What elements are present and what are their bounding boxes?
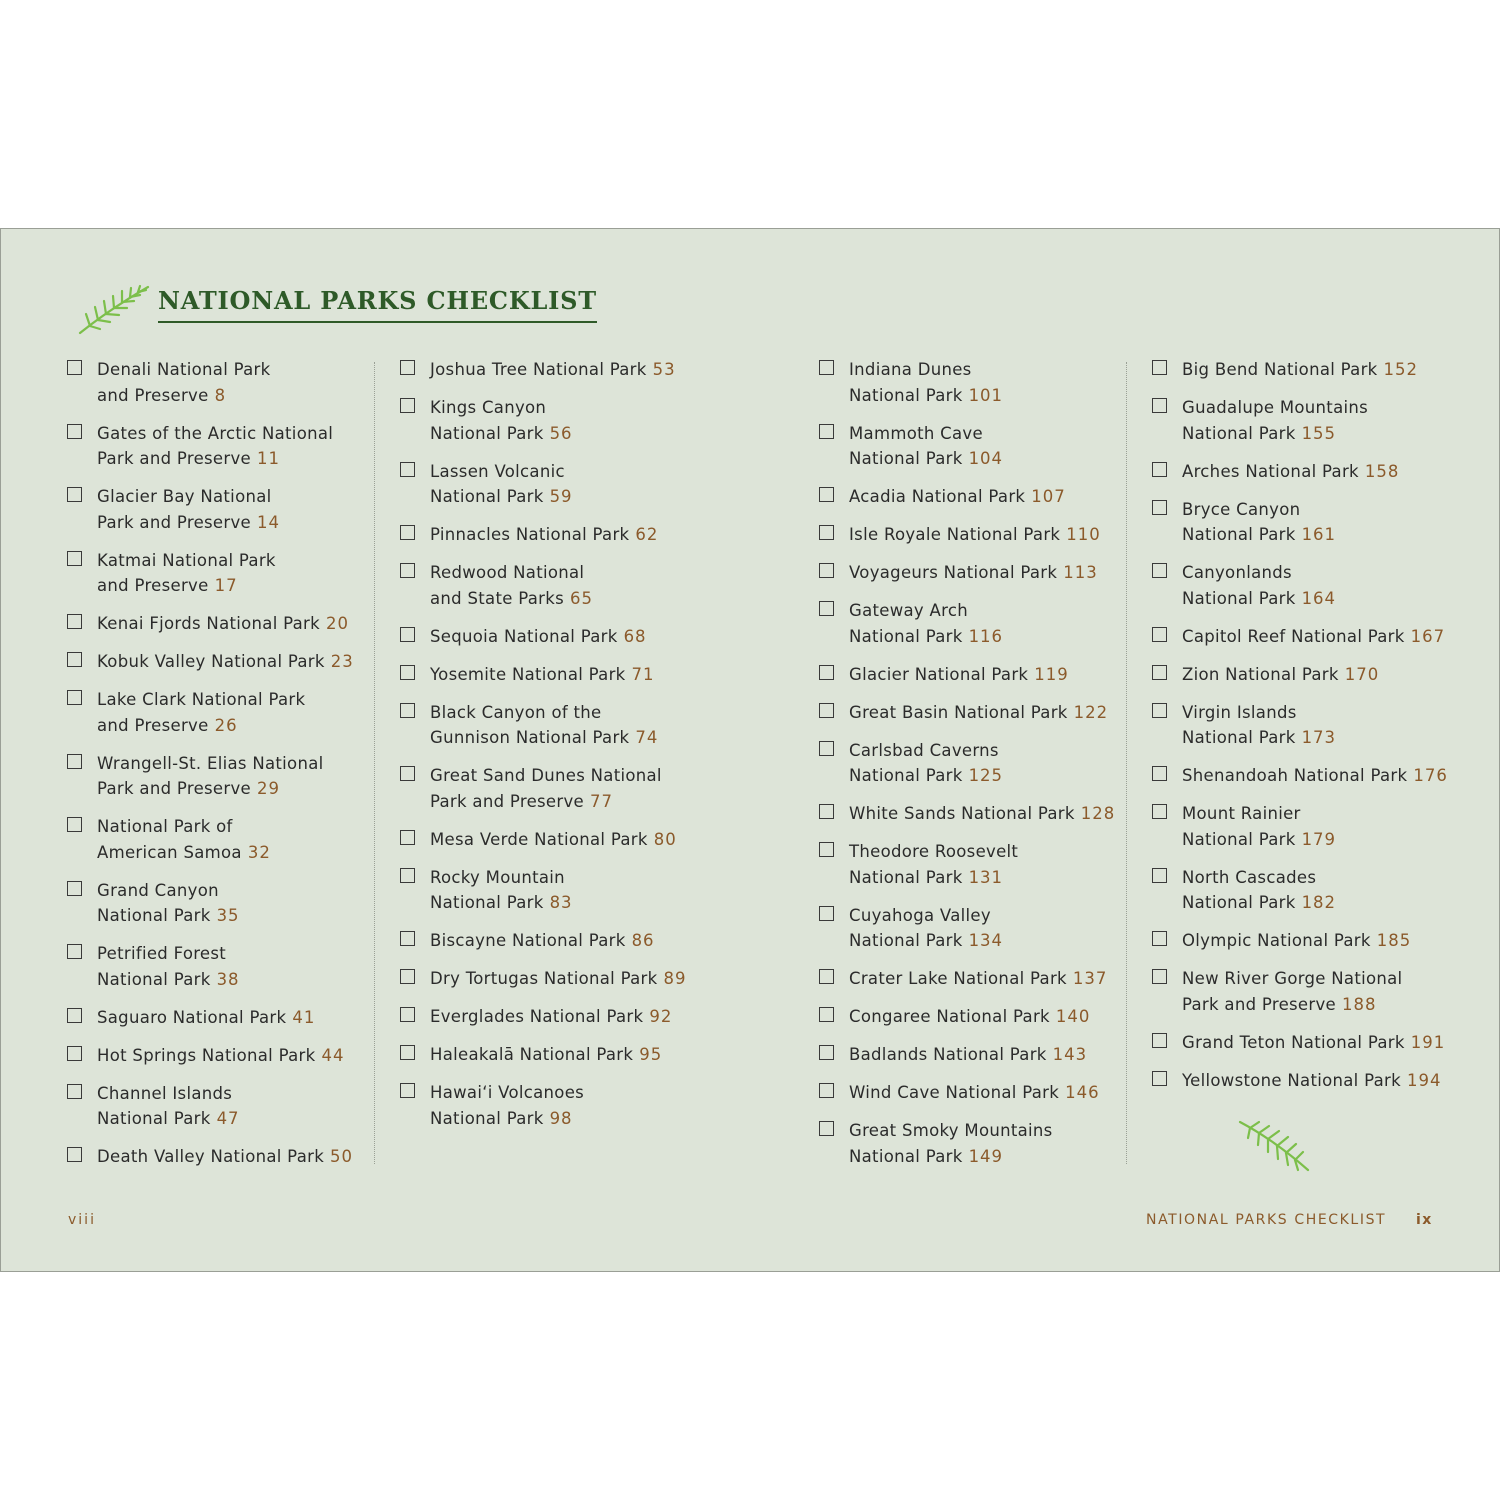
checkbox[interactable] bbox=[67, 690, 82, 705]
page-reference: 56 bbox=[549, 423, 573, 443]
checkbox[interactable] bbox=[400, 1045, 415, 1060]
checklist-item bbox=[849, 598, 1003, 649]
checkbox[interactable] bbox=[1152, 627, 1167, 642]
page-reference: 170 bbox=[1344, 664, 1380, 684]
park-name-line: Great Smoky Mountains bbox=[849, 1121, 1053, 1140]
park-name-line: Badlands National Park bbox=[849, 1045, 1047, 1064]
park-name-line: Kobuk Valley National Park bbox=[97, 652, 325, 671]
checklist-item bbox=[849, 903, 1003, 954]
page-reference: 140 bbox=[1055, 1007, 1091, 1026]
park-name-line: National Park bbox=[849, 931, 963, 950]
checkbox[interactable] bbox=[67, 360, 82, 375]
checkbox[interactable] bbox=[1152, 360, 1167, 375]
page-reference: 146 bbox=[1065, 1083, 1100, 1102]
park-name-line: Capitol Reef National Park bbox=[1182, 626, 1405, 646]
page-reference: 104 bbox=[968, 449, 1004, 468]
park-name-line: Death Valley National Park bbox=[97, 1147, 325, 1166]
park-name-line: Park and Preserve bbox=[97, 512, 251, 532]
page-reference: 26 bbox=[214, 715, 238, 735]
park-name-line: Kenai Fjords National Park bbox=[97, 614, 320, 633]
checkbox[interactable] bbox=[400, 627, 415, 642]
park-name-line: National Park bbox=[849, 385, 963, 405]
page-reference: 62 bbox=[635, 525, 659, 544]
checkbox[interactable] bbox=[67, 1046, 82, 1061]
checkbox[interactable] bbox=[400, 398, 415, 413]
checklist-item bbox=[430, 395, 573, 446]
page-reference: 155 bbox=[1301, 423, 1337, 443]
checkbox[interactable] bbox=[1152, 563, 1167, 578]
park-name-line: Lake Clark National Park bbox=[97, 690, 306, 709]
checkbox[interactable] bbox=[67, 1084, 82, 1099]
checkbox[interactable] bbox=[819, 969, 834, 984]
park-name-line: Park and Preserve bbox=[1182, 994, 1336, 1014]
page-number-right: ix bbox=[1416, 1212, 1433, 1228]
park-name-line: National Park bbox=[97, 1109, 211, 1128]
park-name-line: Park and Preserve bbox=[430, 791, 584, 811]
page-reference: 20 bbox=[326, 614, 349, 633]
page-reference: 92 bbox=[649, 1007, 673, 1026]
page-reference: 50 bbox=[330, 1147, 354, 1166]
checkbox[interactable] bbox=[400, 703, 415, 718]
checklist-item bbox=[1182, 801, 1336, 852]
checklist-item bbox=[430, 560, 593, 611]
checkbox[interactable] bbox=[819, 842, 834, 857]
column-divider bbox=[374, 362, 375, 1164]
park-name-line: Shenandoah National Park bbox=[1182, 766, 1408, 785]
checkbox[interactable] bbox=[819, 703, 834, 718]
park-name-line: National Park bbox=[97, 969, 211, 989]
checklist-item bbox=[430, 1042, 662, 1068]
page-reference: 125 bbox=[968, 766, 1004, 785]
park-name-line: Channel Islands bbox=[97, 1083, 233, 1103]
page-reference: 194 bbox=[1406, 1070, 1442, 1090]
page-reference: 14 bbox=[256, 512, 280, 532]
checkbox[interactable] bbox=[67, 551, 82, 566]
checklist-item bbox=[1182, 560, 1336, 611]
checkbox[interactable] bbox=[819, 665, 834, 680]
checkbox[interactable] bbox=[400, 766, 415, 781]
page-reference: 23 bbox=[330, 652, 354, 671]
checkbox[interactable] bbox=[400, 1083, 415, 1098]
page-reference: 149 bbox=[968, 1146, 1004, 1166]
checklist-item bbox=[97, 421, 333, 472]
park-name-line: Crater Lake National Park bbox=[849, 969, 1067, 988]
park-name-line: Cuyahoga Valley bbox=[849, 905, 991, 925]
park-name-line: Saguaro National Park bbox=[97, 1007, 287, 1027]
checklist-item bbox=[1182, 497, 1336, 548]
park-name-line: Glacier Bay National bbox=[97, 487, 272, 506]
checkbox[interactable] bbox=[400, 1007, 415, 1022]
checklist-item bbox=[430, 662, 655, 688]
checkbox[interactable] bbox=[67, 1147, 82, 1162]
checkbox[interactable] bbox=[1152, 398, 1167, 413]
checkbox[interactable] bbox=[1152, 462, 1167, 477]
checkbox[interactable] bbox=[67, 817, 82, 832]
checklist-item bbox=[97, 751, 324, 802]
page-reference: 98 bbox=[549, 1108, 573, 1128]
checkbox[interactable] bbox=[819, 563, 834, 578]
park-name-line: National Park bbox=[430, 1108, 544, 1128]
park-name-line: National Park bbox=[1182, 423, 1296, 443]
page-reference: 161 bbox=[1301, 525, 1337, 544]
checklist-item bbox=[849, 966, 1107, 992]
checklist-item bbox=[849, 421, 1003, 472]
page-reference: 110 bbox=[1066, 525, 1101, 544]
park-name-line: Gateway Arch bbox=[849, 601, 968, 620]
park-name-line: Biscayne National Park bbox=[430, 931, 626, 950]
park-name-line: Petrified Forest bbox=[97, 944, 227, 963]
checklist-item bbox=[849, 1080, 1100, 1106]
park-name-line: Rocky Mountain bbox=[430, 867, 565, 887]
checkbox[interactable] bbox=[1152, 766, 1167, 781]
park-name-line: Mammoth Cave bbox=[849, 423, 983, 443]
park-name-line: Grand Canyon bbox=[97, 880, 219, 900]
checkbox[interactable] bbox=[1152, 665, 1167, 680]
checkbox[interactable] bbox=[67, 754, 82, 769]
park-name-line: Gunnison National Park bbox=[430, 728, 630, 747]
park-name-line: and Preserve bbox=[97, 385, 209, 405]
checklist-item bbox=[849, 801, 1115, 827]
checklist-item bbox=[97, 611, 349, 637]
park-name-line: Sequoia National Park bbox=[430, 626, 618, 646]
park-name-line: Zion National Park bbox=[1182, 664, 1339, 684]
park-name-line: National Park of bbox=[97, 817, 233, 836]
page-reference: 29 bbox=[256, 779, 280, 798]
checkbox[interactable] bbox=[1152, 500, 1167, 515]
checklist-item bbox=[1182, 763, 1448, 789]
page-reference: 80 bbox=[653, 829, 677, 849]
page-reference: 164 bbox=[1301, 588, 1337, 608]
park-name-line: Canyonlands bbox=[1182, 563, 1292, 582]
park-name-line: New River Gorge National bbox=[1182, 969, 1403, 988]
page-reference: 173 bbox=[1301, 728, 1337, 747]
park-name-line: Isle Royale National Park bbox=[849, 525, 1061, 544]
park-name-line: Carlsbad Caverns bbox=[849, 740, 999, 760]
fern-leaf-icon bbox=[76, 283, 152, 337]
checkbox[interactable] bbox=[1152, 1071, 1167, 1086]
checkbox[interactable] bbox=[67, 652, 82, 667]
page-title: NATIONAL PARKS CHECKLIST bbox=[158, 287, 597, 323]
checklist-item bbox=[849, 484, 1066, 510]
checkbox[interactable] bbox=[1152, 969, 1167, 984]
checkbox[interactable] bbox=[819, 424, 834, 439]
checkbox[interactable] bbox=[819, 1007, 834, 1022]
page-reference: 95 bbox=[639, 1045, 663, 1064]
checklist-item bbox=[849, 1004, 1090, 1030]
park-name-line: North Cascades bbox=[1182, 867, 1317, 887]
checklist-item bbox=[849, 522, 1101, 548]
checklist-item bbox=[97, 1043, 344, 1069]
park-name-line: National Park bbox=[849, 449, 963, 468]
park-name-line: National Park bbox=[430, 893, 544, 912]
park-name-line: Theodore Roosevelt bbox=[849, 842, 1019, 861]
park-name-line: Katmai National Park bbox=[97, 550, 276, 570]
checklist-item bbox=[1182, 1068, 1441, 1094]
page-reference: 89 bbox=[663, 969, 687, 988]
park-name-line: Great Sand Dunes National bbox=[430, 766, 662, 785]
page-reference: 47 bbox=[216, 1109, 240, 1128]
park-name-line: National Park bbox=[97, 906, 211, 925]
page-reference: 152 bbox=[1383, 360, 1419, 379]
park-name-line: and Preserve bbox=[97, 576, 209, 595]
checkbox[interactable] bbox=[819, 525, 834, 540]
checkbox[interactable] bbox=[400, 360, 415, 375]
park-name-line: Virgin Islands bbox=[1182, 702, 1297, 722]
page-reference: 134 bbox=[968, 931, 1004, 950]
checkbox[interactable] bbox=[400, 525, 415, 540]
checklist-item bbox=[430, 1004, 672, 1030]
park-name-line: Everglades National Park bbox=[430, 1007, 644, 1026]
column-divider bbox=[1126, 362, 1127, 1164]
park-name-line: Yosemite National Park bbox=[430, 664, 626, 684]
checklist-item bbox=[849, 1118, 1053, 1169]
page-reference: 32 bbox=[247, 842, 271, 862]
checkbox[interactable] bbox=[819, 906, 834, 921]
park-name-line: National Park bbox=[849, 766, 963, 785]
checklist-item bbox=[1182, 662, 1379, 688]
page-reference: 83 bbox=[549, 893, 573, 912]
checklist-item bbox=[849, 839, 1018, 890]
park-name-line: Kings Canyon bbox=[430, 398, 547, 417]
page-reference: 86 bbox=[631, 931, 655, 950]
park-name-line: Denali National Park bbox=[97, 360, 271, 379]
checklist-item bbox=[1182, 395, 1368, 446]
checkbox[interactable] bbox=[400, 830, 415, 845]
checkbox[interactable] bbox=[1152, 1033, 1167, 1048]
page-reference: 191 bbox=[1410, 1032, 1446, 1052]
park-name-line: Acadia National Park bbox=[849, 487, 1026, 506]
page-reference: 167 bbox=[1410, 626, 1446, 646]
park-name-line: Congaree National Park bbox=[849, 1007, 1050, 1026]
checklist-item bbox=[1182, 928, 1411, 954]
fern-leaf-icon bbox=[1236, 1118, 1312, 1174]
checklist-item bbox=[430, 357, 676, 383]
checkbox[interactable] bbox=[1152, 703, 1167, 718]
park-name-line: Olympic National Park bbox=[1182, 931, 1371, 950]
page-reference: 107 bbox=[1031, 487, 1066, 506]
park-name-line: National Park bbox=[430, 423, 544, 443]
checkbox[interactable] bbox=[819, 1045, 834, 1060]
checkbox[interactable] bbox=[400, 868, 415, 883]
park-name-line: Joshua Tree National Park bbox=[430, 360, 647, 379]
park-name-line: Yellowstone National Park bbox=[1182, 1070, 1401, 1090]
page-reference: 182 bbox=[1301, 893, 1337, 912]
page-reference: 71 bbox=[631, 664, 655, 684]
park-name-line: Pinnacles National Park bbox=[430, 525, 630, 544]
checklist-item bbox=[849, 662, 1069, 688]
page-reference: 17 bbox=[214, 576, 238, 595]
checklist-item bbox=[97, 649, 354, 675]
checklist-item bbox=[849, 357, 1003, 408]
checklist-item bbox=[849, 700, 1108, 726]
checklist-item bbox=[1182, 865, 1336, 916]
park-name-line: National Park bbox=[1182, 893, 1296, 912]
page-reference: 176 bbox=[1413, 766, 1448, 785]
checklist-item bbox=[430, 624, 647, 650]
park-name-line: Guadalupe Mountains bbox=[1182, 398, 1369, 417]
park-name-line: Mesa Verde National Park bbox=[430, 829, 648, 849]
page-reference: 11 bbox=[256, 449, 280, 468]
page-reference: 158 bbox=[1364, 461, 1400, 481]
checkbox[interactable] bbox=[400, 969, 415, 984]
park-name-line: National Park bbox=[1182, 525, 1296, 544]
park-name-line: Grand Teton National Park bbox=[1182, 1032, 1405, 1052]
checklist-item bbox=[97, 1005, 315, 1031]
park-name-line: Big Bend National Park bbox=[1182, 360, 1378, 379]
page-reference: 59 bbox=[549, 487, 573, 506]
checkbox[interactable] bbox=[67, 614, 82, 629]
checkbox[interactable] bbox=[400, 931, 415, 946]
checkbox[interactable] bbox=[819, 741, 834, 756]
park-name-line: Arches National Park bbox=[1182, 461, 1359, 481]
page-reference: 188 bbox=[1341, 994, 1377, 1014]
checkbox[interactable] bbox=[819, 1121, 834, 1136]
checklist-item bbox=[97, 687, 305, 738]
checklist-item bbox=[849, 738, 1003, 789]
park-name-line: Voyageurs National Park bbox=[849, 563, 1058, 582]
checkbox[interactable] bbox=[400, 665, 415, 680]
checkbox[interactable] bbox=[67, 487, 82, 502]
park-name-line: Indiana Dunes bbox=[849, 360, 972, 379]
page-reference: 179 bbox=[1301, 829, 1337, 849]
park-name-line: Park and Preserve bbox=[97, 449, 251, 468]
park-name-line: Wind Cave National Park bbox=[849, 1083, 1060, 1102]
park-name-line: Hot Springs National Park bbox=[97, 1045, 316, 1065]
checklist-item bbox=[430, 459, 573, 510]
checklist-item bbox=[430, 1080, 584, 1131]
checklist-item bbox=[97, 1144, 353, 1170]
park-name-line: National Park bbox=[849, 626, 963, 646]
checklist-item bbox=[1182, 459, 1399, 485]
park-name-line: National Park bbox=[1182, 728, 1296, 747]
page-reference: 44 bbox=[321, 1045, 345, 1065]
park-name-line: and Preserve bbox=[97, 715, 209, 735]
checklist-item bbox=[97, 548, 276, 599]
page-reference: 137 bbox=[1072, 969, 1108, 988]
checklist-item bbox=[849, 560, 1098, 586]
page-reference: 185 bbox=[1376, 931, 1412, 950]
checklist-item bbox=[430, 763, 662, 814]
park-name-line: Park and Preserve bbox=[97, 779, 251, 798]
park-name-line: American Samoa bbox=[97, 842, 242, 862]
park-name-line: Mount Rainier bbox=[1182, 804, 1301, 823]
checklist-item bbox=[97, 484, 280, 535]
park-name-line: Gates of the Arctic National bbox=[97, 423, 334, 443]
checklist-item bbox=[1182, 624, 1445, 650]
park-name-line: Dry Tortugas National Park bbox=[430, 969, 658, 988]
page-reference: 65 bbox=[569, 588, 593, 608]
checkbox[interactable] bbox=[1152, 868, 1167, 883]
page-reference: 77 bbox=[589, 791, 613, 811]
checkbox[interactable] bbox=[400, 563, 415, 578]
park-name-line: Hawai‘i Volcanoes bbox=[430, 1083, 585, 1102]
running-head: NATIONAL PARKS CHECKLIST bbox=[1146, 1212, 1387, 1228]
checklist-item bbox=[97, 357, 271, 408]
park-name-line: Haleakalā National Park bbox=[430, 1045, 634, 1064]
park-name-line: Black Canyon of the bbox=[430, 702, 602, 722]
checklist-item bbox=[97, 1081, 240, 1132]
checkbox[interactable] bbox=[819, 487, 834, 502]
page-reference: 68 bbox=[623, 626, 647, 646]
park-name-line: National Park bbox=[430, 487, 544, 506]
page-reference: 8 bbox=[214, 385, 227, 405]
park-name-line: Wrangell-St. Elias National bbox=[97, 753, 324, 773]
checkbox[interactable] bbox=[67, 881, 82, 896]
park-name-line: Bryce Canyon bbox=[1182, 499, 1301, 519]
page-reference: 101 bbox=[968, 385, 1004, 405]
page-reference: 113 bbox=[1063, 563, 1098, 582]
checklist-item bbox=[430, 827, 677, 853]
checklist-item bbox=[97, 814, 271, 865]
park-name-line: and State Parks bbox=[430, 588, 564, 608]
page-reference: 38 bbox=[216, 969, 240, 989]
checklist-item bbox=[849, 1042, 1087, 1068]
park-name-line: Lassen Volcanic bbox=[430, 461, 565, 481]
checklist-item bbox=[430, 928, 655, 954]
checkbox[interactable] bbox=[819, 601, 834, 616]
checklist-item bbox=[430, 522, 658, 548]
page-reference: 41 bbox=[292, 1007, 316, 1027]
checklist-item bbox=[1182, 966, 1402, 1017]
checklist-item bbox=[1182, 700, 1336, 751]
park-name-line: National Park bbox=[1182, 588, 1296, 608]
page-reference: 53 bbox=[652, 360, 676, 379]
checklist-item bbox=[430, 966, 686, 992]
checkbox[interactable] bbox=[67, 944, 82, 959]
checkbox[interactable] bbox=[400, 462, 415, 477]
page-reference: 128 bbox=[1080, 804, 1116, 823]
page-reference: 119 bbox=[1034, 664, 1069, 684]
page-reference: 35 bbox=[216, 906, 240, 925]
checklist-item bbox=[97, 941, 240, 992]
park-name-line: National Park bbox=[849, 867, 963, 887]
checklist-item bbox=[430, 865, 573, 916]
page-reference: 116 bbox=[968, 626, 1004, 646]
park-name-line: Great Basin National Park bbox=[849, 702, 1068, 722]
checklist-item bbox=[1182, 357, 1418, 383]
checkbox[interactable] bbox=[819, 804, 834, 819]
checkbox[interactable] bbox=[819, 1083, 834, 1098]
checkbox[interactable] bbox=[819, 360, 834, 375]
checklist-item bbox=[97, 878, 240, 929]
checklist-item bbox=[430, 700, 658, 751]
page-reference: 143 bbox=[1052, 1045, 1088, 1064]
page-reference: 122 bbox=[1073, 702, 1109, 722]
park-name-line: National Park bbox=[849, 1146, 963, 1166]
checkbox[interactable] bbox=[67, 1008, 82, 1023]
park-name-line: National Park bbox=[1182, 829, 1296, 849]
checkbox[interactable] bbox=[67, 424, 82, 439]
page-number-left: viii bbox=[68, 1212, 96, 1228]
park-name-line: Glacier National Park bbox=[849, 664, 1029, 684]
checkbox[interactable] bbox=[1152, 804, 1167, 819]
page-reference: 74 bbox=[635, 728, 659, 747]
park-name-line: Redwood National bbox=[430, 563, 585, 582]
checklist-item bbox=[1182, 1030, 1445, 1056]
page-reference: 131 bbox=[968, 867, 1004, 887]
park-name-line: White Sands National Park bbox=[849, 804, 1075, 823]
checkbox[interactable] bbox=[1152, 931, 1167, 946]
